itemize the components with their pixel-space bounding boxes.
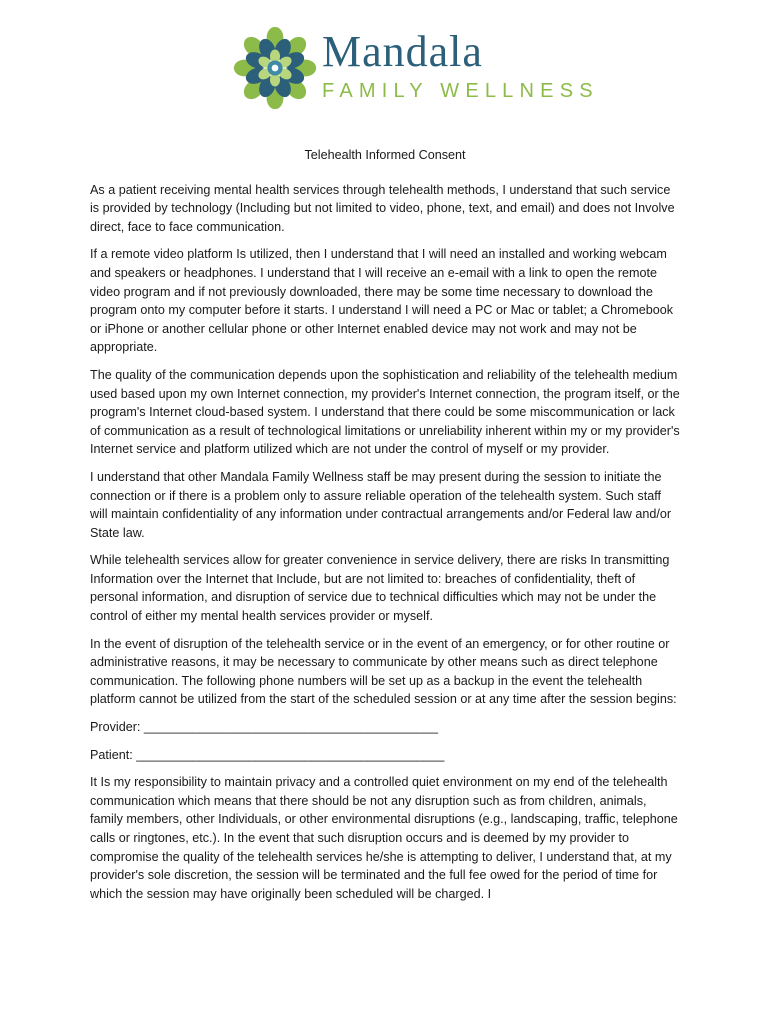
patient-phone-line: Patient: ____________________________________________ [90,747,445,762]
mandala-logo-icon [233,26,317,110]
paragraph-disruption: In the event of disruption of the telehealth service or in the event of an emergency, or for other routine or administrative reasons, it may be necessary to communicate by other means such as direct telephone communication. The following phone numbers will be set up as a backup in the event the telehealth platform cannot be utilized from the start of the scheduled session or at any time after the session begins: [90,636,677,707]
paragraph-video-platform: If a remote video platform Is utilized, then I understand that I will need an installed and working webcam and speakers or headphones. I understand that I will receive an e-email with a link to open the remote video program and if not previously downloaded, there may be some time necessary to download the program onto my computer before it starts. I understand I will need a PC or Mac or tablet; a Chromebook or iPhone or another cellular phone or other Internet enabled device may not work and may not be appropriate. [90,247,674,355]
paragraph-technology: As a patient receiving mental health services through telehealth methods, I understand that such service is provided by technology (Including but not limited to video, phone, text, and email) and does not Involve direct, face to face communication. [90,182,675,234]
brand-tagline: FAMILY WELLNESS [322,80,599,102]
paragraph-quality: The quality of the communication depends upon the sophistication and reliability of the telehealth medium used based upon my own Internet connection, my provider's Internet connection, the program itself, or the program's Internet cloud-based system. I understand that there could be some miscommunication or lack of communication as a result of technological limitations or unreliability inherent within my or my provider's Internet service and platform utilized which are not under the control of myself or my provider. [90,367,680,457]
paragraph-staff: I understand that other Mandala Family Wellness staff be may present during the session to initiate the connection or if there is a problem only to assure reliable operation of the telehealth system. Such staff will maintain confidentiality of any information under contractual arrangements and/or Federal law and/or State law. [90,469,672,540]
document-title: Telehealth Informed Consent [304,148,466,162]
consent-document [90,146,680,912]
paragraph-risks: While telehealth services allow for greater convenience in service delivery, there are risks In transmitting Information over the Internet that Include, but are not limited to: breaches of confidentiality, theft of personal information, and disruption of service due to technical difficulties which may not be under the control of either my mental health services provider or myself. [90,553,670,624]
provider-phone-line: Provider: __________________________________________ [90,720,439,735]
paragraph-privacy: It Is my responsibility to maintain privacy and a controlled quiet environment on my end of the telehealth communication which means that there should be not any disruption such as from children, animals, family members, other Individuals, or other environmental disruptions (e.g., landscaping, traffic, telephone calls or ringtones, etc.). In the event that such disruption occurs and is deemed by my provider to compromise the quality of the telehealth services he/she is attempting to deliver, I understand that, at my provider's sole discretion, the session will be terminated and the full fee owed for the period of time for which the session may have originally been scheduled will be charged. I [90,775,678,901]
letterhead [0,0,770,130]
brand-name: Mandala [322,27,483,76]
